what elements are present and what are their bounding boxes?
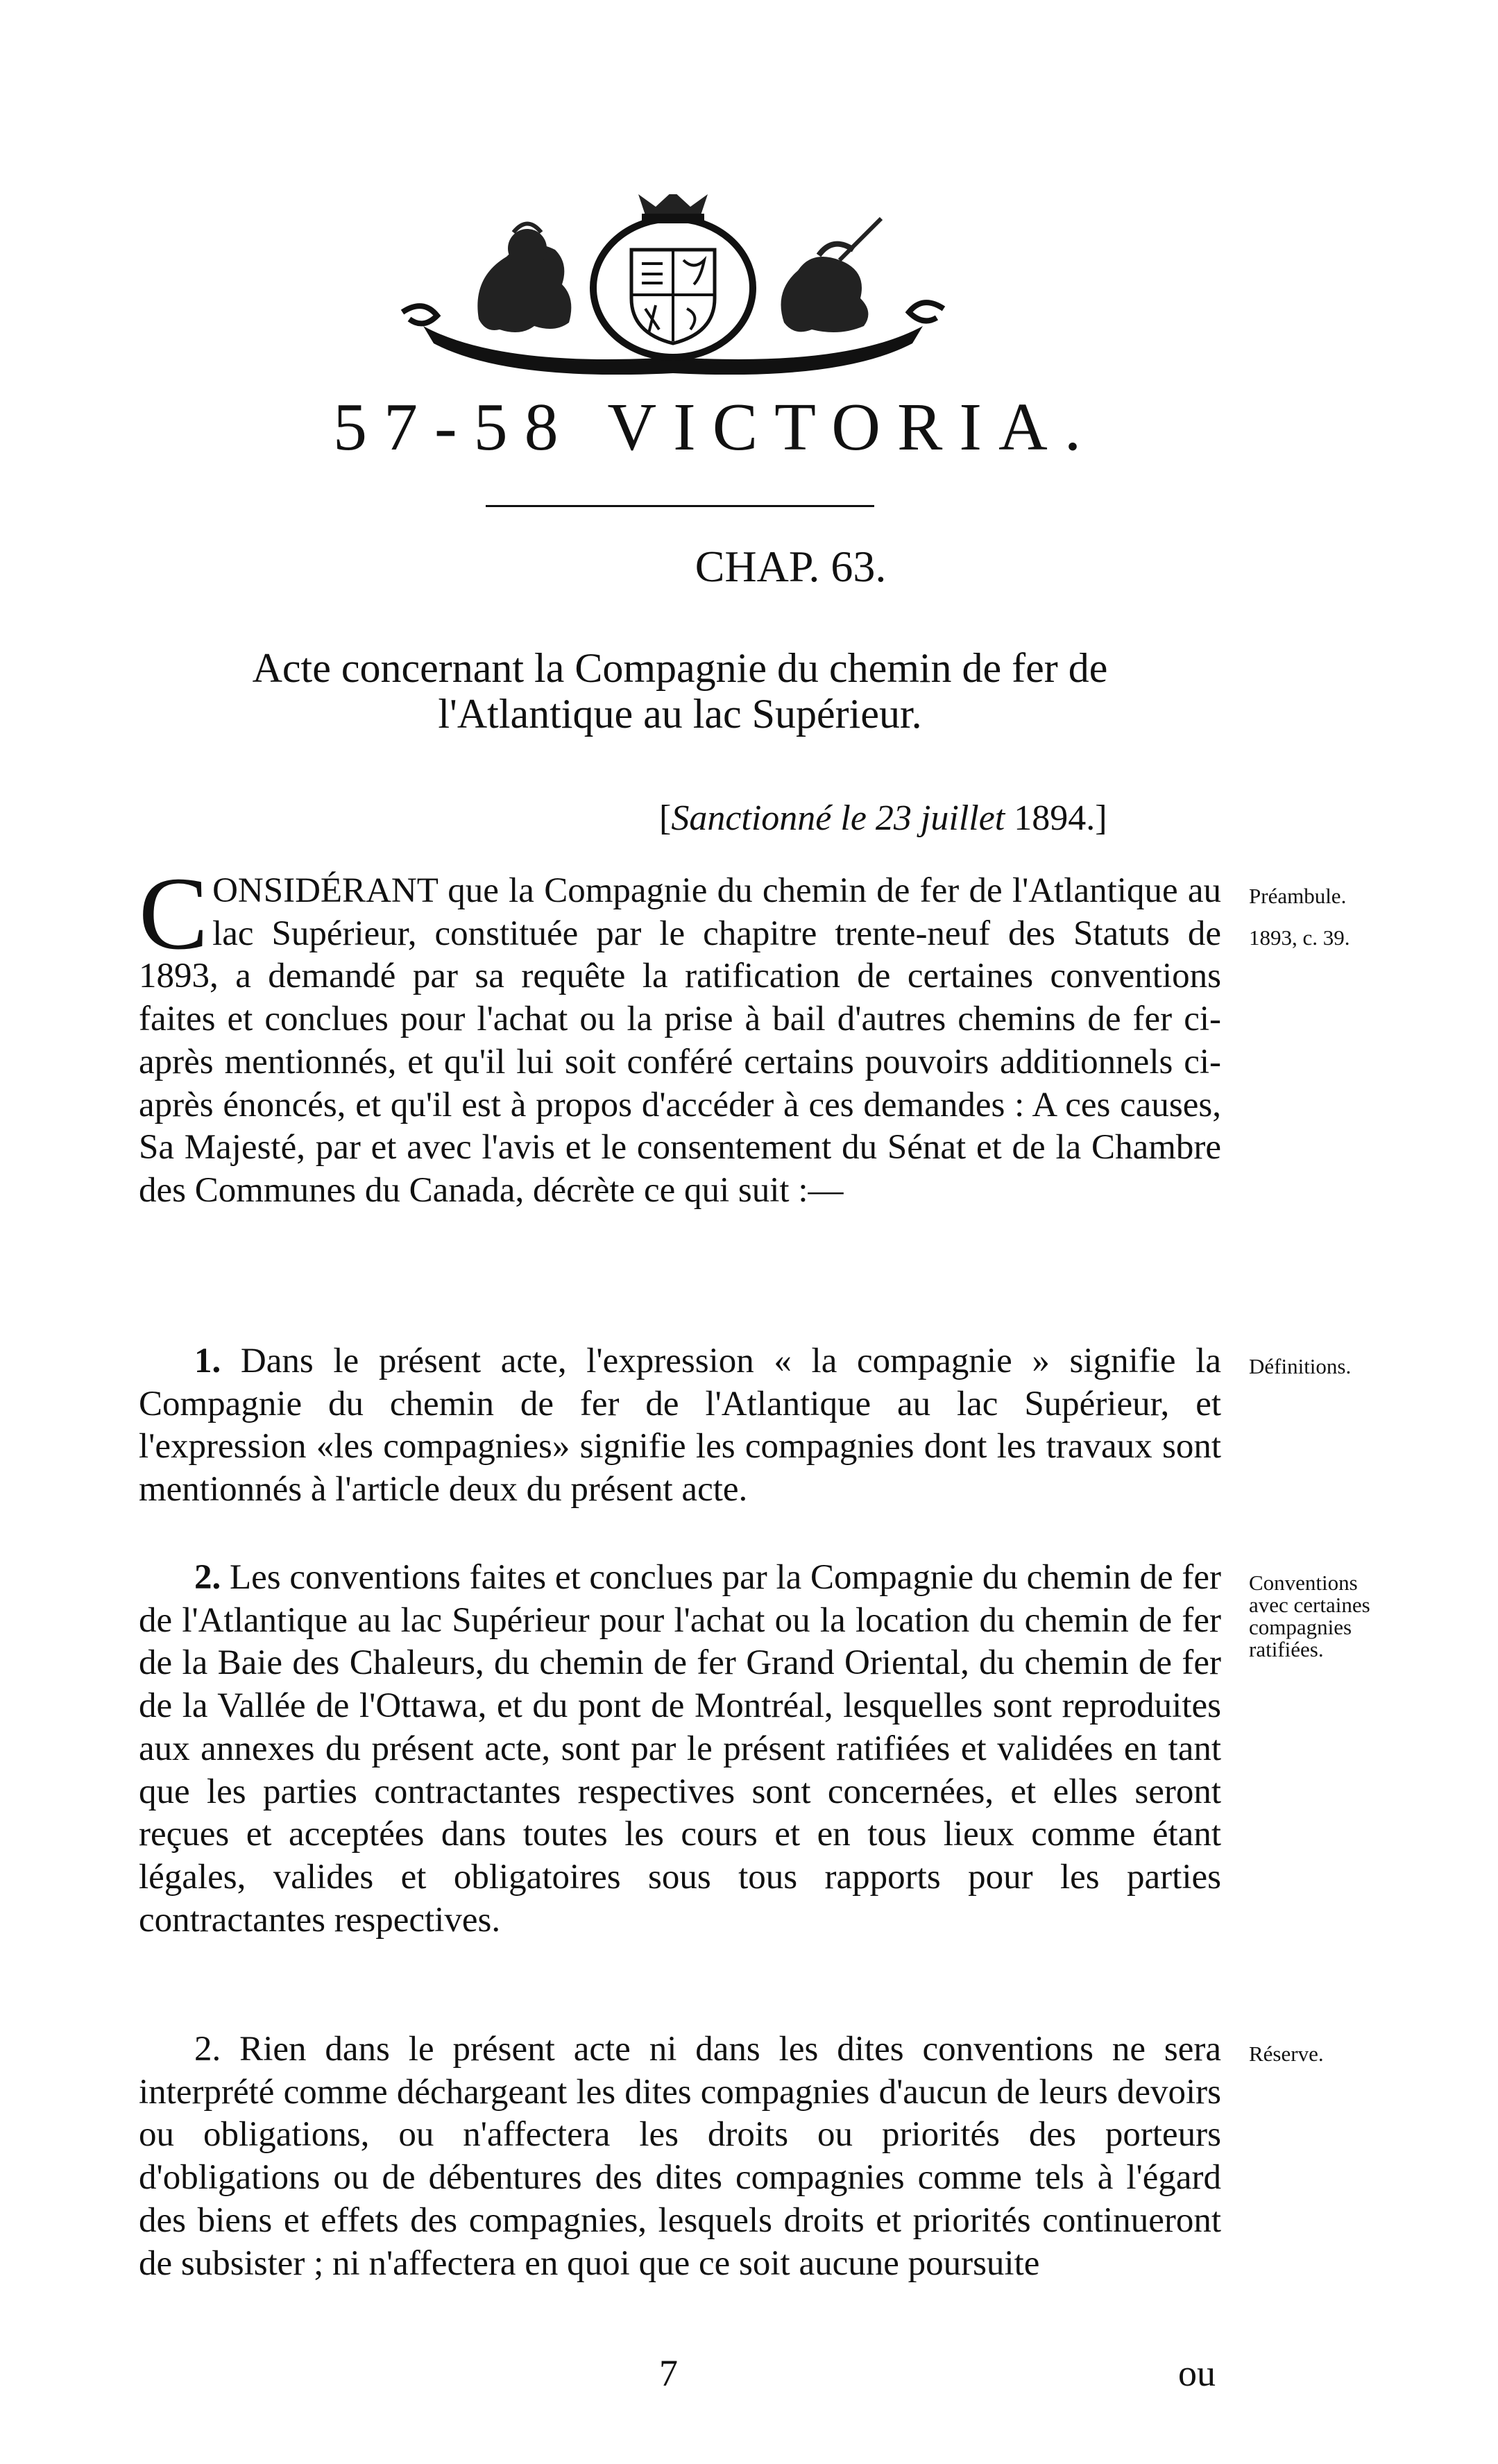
chapter-number: CHAP. 63. — [695, 542, 887, 591]
margin-note-conventions — [1249, 1572, 1471, 1661]
section-text: Dans le présent acte, l'expression « la compagnie » signifie la Compagnie du chemin de fer de l'Atlantique au lac Supérieur, et l'expression «les compagnies» signifie les compagnies dont les travaux sont mentionnés à l'article deux du présent acte. — [139, 1342, 1221, 1509]
act-title-line-1: Acte concernant la Compagnie du chemin de fer de — [252, 645, 1108, 691]
margin-note-definitions: Définitions. — [1249, 1354, 1352, 1378]
catchword: ou — [1178, 2352, 1216, 2394]
subsection-number: 2. — [194, 2030, 221, 2069]
margin-note-line: compagnies — [1249, 1615, 1352, 1639]
section-text: Les conventions faites et conclues par la Compagnie du chemin de fer de l'Atlantique au lac Supérieur pour l'achat ou la location du chemin de fer de la Baie des Chaleurs, du chemin de fer Grand Oriental, du chemin de fer de la Vallée de l'Ottawa, et du pont de Montréal, lesquelles sont reproduites aux annexes du présent acte, sont par le présent ratifiées et validées en tant que les parties contractantes respectives sont concernées, et elles seront reçues et acceptées dans toutes les cours et en tous lieux comme étant légales, valides et obligatoires sous tous rapports pour les parties contractantes respectives. — [139, 1558, 1222, 1940]
margin-note-statute: 1893, c. 39. — [1249, 925, 1350, 950]
subsection-text: Rien dans le présent acte ni dans les dites conventions ne sera interprété comme déchargeant les dites compagnies d'aucun de leurs devoirs ou obligations, ou n'affectera les droits ou priorités des porteurs d'obligations ou de débentures des dites compagnies comme tels à l'égard des biens et effets des compagnies, lesquels droits et priorités continueront de subsister ; ni n'affectera en quoi que ce soit aucune poursuite — [139, 2030, 1221, 2283]
coat-of-arms-icon — [395, 194, 951, 375]
sanction-date: [Sanctionné le 23 juillet 1894.] — [659, 798, 1107, 838]
preamble-paragraph — [139, 856, 1221, 1213]
act-title — [139, 645, 1221, 737]
section-number: 2. — [194, 1558, 221, 1597]
act-title-line-2: l'Atlantique au lac Supérieur. — [438, 691, 922, 737]
margin-note-line: Conventions — [1249, 1571, 1358, 1595]
drop-cap: C — [139, 856, 209, 971]
sanction-year: 1894. — [1014, 798, 1096, 838]
heading-rule — [486, 505, 874, 507]
margin-note-reserve: Réserve. — [1249, 2042, 1324, 2066]
margin-note-preamble: Préambule. — [1249, 884, 1347, 908]
preamble-text: ONSIDÉRANT que la Compagnie du chemin de fer de l'Atlantique au lac Supérieur, constituée par le chapitre trente-neuf des Statuts de 1893, a demandé par sa requête la ratification de certaines conventions faites et conclues pour l'achat ou la prise à bail d'autres chemins de fer ci-après mentionnés, et qu'il lui soit conféré certains pouvoirs additionnels ci-après énoncés, et qu'il est à propos d'accéder à ces demandes : A ces causes, Sa Majesté, par et avec l'avis et le consentement du Sénat et de la Chambre des Communes du Canada, décrète ce qui suit :— — [139, 871, 1221, 1210]
margin-note-line: ratifiées. — [1249, 1637, 1324, 1661]
section-1 — [139, 1340, 1221, 1512]
sanction-day: 23 juillet — [875, 798, 1005, 838]
regnal-year-heading: 57-58 VICTORIA. — [333, 390, 1098, 465]
section-2 — [139, 1557, 1221, 1942]
margin-note-line: avec certaines — [1249, 1593, 1370, 1617]
subsection-2 — [139, 2028, 1221, 2285]
section-number: 1. — [194, 1342, 221, 1380]
page-number: 7 — [659, 2352, 678, 2394]
sanction-text: Sanctionné le — [671, 798, 867, 838]
